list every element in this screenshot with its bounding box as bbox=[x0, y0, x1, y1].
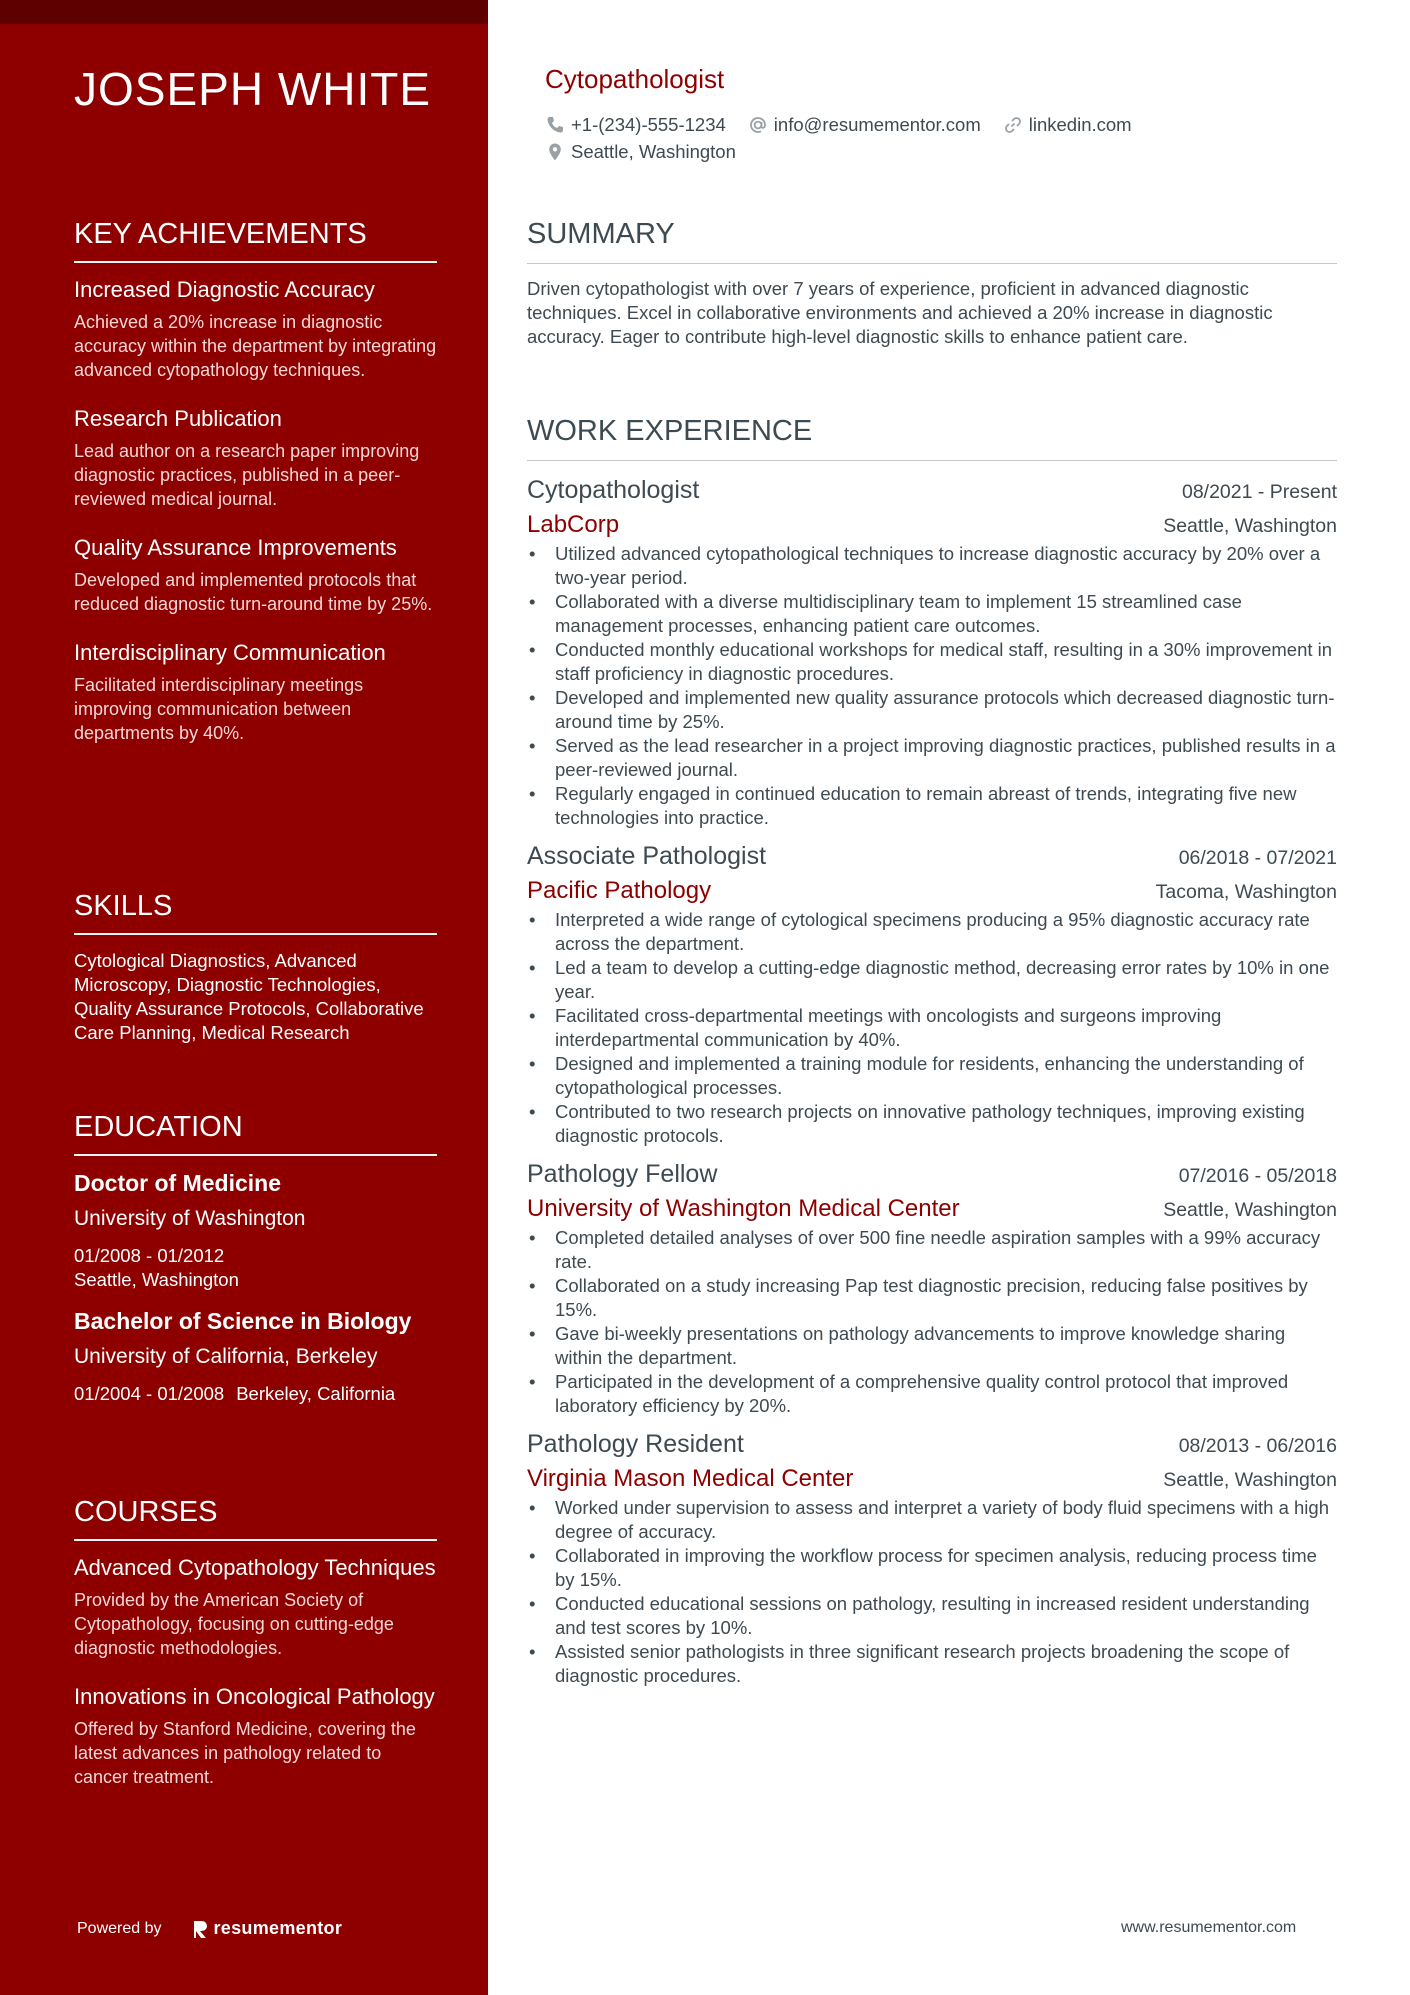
achievement-item bbox=[74, 638, 437, 745]
summary-section bbox=[527, 218, 1337, 349]
job-company: Pacific Pathology bbox=[527, 877, 712, 904]
education-degree: Bachelor of Science in Biology bbox=[74, 1308, 412, 1334]
job-bullet: • Participated in the development of a comprehensive quality control protocol that improved laboratory efficiency by 20%. bbox=[527, 1370, 1337, 1418]
brand-name: resumementor bbox=[213, 1918, 343, 1938]
job-bullet: • Completed detailed analyses of over 500 fine needle aspiration samples with a 99% accuracy rate. bbox=[527, 1226, 1337, 1274]
course-title: Advanced Cytopathology Techniques bbox=[74, 1555, 436, 1580]
achievement-title: Quality Assurance Improvements bbox=[74, 535, 397, 560]
education-degree: Doctor of Medicine bbox=[74, 1170, 282, 1196]
linkedin-text: linkedin.com bbox=[1028, 114, 1132, 135]
phone-icon bbox=[545, 115, 565, 135]
key-achievements-section bbox=[74, 218, 437, 767]
summary-heading: SUMMARY bbox=[527, 218, 1337, 264]
job-location: Tacoma, Washington bbox=[1155, 881, 1337, 903]
job-bullet: • Interpreted a wide range of cytological specimens producing a 95% diagnostic accuracy rate across the department. bbox=[527, 908, 1337, 956]
achievement-desc: Developed and implemented protocols that reduced diagnostic turn-around time by 25%. bbox=[74, 570, 433, 614]
work-experience-heading: WORK EXPERIENCE bbox=[527, 415, 1337, 461]
education-location: Berkeley, California bbox=[236, 1383, 396, 1404]
job-bullet: • Contributed to two research projects on innovative pathology techniques, improving existing diagnostic protocols. bbox=[527, 1100, 1337, 1148]
skills-section bbox=[74, 890, 437, 1045]
job-bullet: • Collaborated with a diverse multidisciplinary team to implement 15 streamlined case management processes, enhancing patient care outcomes. bbox=[527, 590, 1337, 638]
job-bullet: • Collaborated on a study increasing Pap test diagnostic precision, reducing false positives by 15%. bbox=[527, 1274, 1337, 1322]
education-school: University of Washington bbox=[74, 1207, 306, 1230]
brand-logo[interactable] bbox=[192, 1918, 343, 1939]
job-company-row bbox=[527, 1190, 1337, 1224]
at-sign-icon bbox=[748, 115, 768, 135]
courses-heading: COURSES bbox=[74, 1496, 437, 1541]
job-company-row bbox=[527, 506, 1337, 540]
job-bullet: • Developed and implemented new quality assurance protocols which decreased diagnostic turn-around time by 25%. bbox=[527, 686, 1337, 734]
job-bullet: • Gave bi-weekly presentations on pathology advancements to improve knowledge sharing within the department. bbox=[527, 1322, 1337, 1370]
job-role: Pathology Resident bbox=[527, 1430, 744, 1458]
powered-by-label: Powered by bbox=[77, 1919, 162, 1937]
resumementor-logo-icon bbox=[192, 1919, 208, 1939]
achievement-desc: Achieved a 20% increase in diagnostic accuracy within the department by integrating advanced cytopathology techniques. bbox=[74, 312, 437, 380]
footer-url[interactable]: www.resumementor.com bbox=[1121, 1919, 1297, 1936]
location-text: Seattle, Washington bbox=[571, 141, 736, 162]
achievement-item bbox=[74, 533, 437, 616]
skills-heading: SKILLS bbox=[74, 890, 437, 935]
job-location: Seattle, Washington bbox=[1163, 515, 1337, 537]
job-entry bbox=[527, 1428, 1337, 1688]
course-desc: Offered by Stanford Medicine, covering the latest advances in pathology related to cancer treatment. bbox=[74, 1719, 416, 1787]
course-item bbox=[74, 1682, 437, 1789]
education-section bbox=[74, 1111, 437, 1420]
job-header bbox=[527, 1158, 1337, 1190]
job-role: Pathology Fellow bbox=[527, 1160, 718, 1188]
sidebar-top-bar bbox=[0, 0, 488, 24]
achievement-title: Research Publication bbox=[74, 406, 282, 431]
link-icon bbox=[1003, 115, 1023, 135]
job-entry bbox=[527, 474, 1337, 830]
job-company-row bbox=[527, 1460, 1337, 1494]
job-bullets bbox=[527, 908, 1337, 1148]
job-bullets bbox=[527, 542, 1337, 830]
powered-by bbox=[77, 1918, 342, 1939]
contact-linkedin[interactable] bbox=[1003, 114, 1132, 136]
job-bullet: • Worked under supervision to assess and interpret a variety of body fluid specimens with a high degree of accuracy. bbox=[527, 1496, 1337, 1544]
education-item bbox=[74, 1306, 437, 1406]
location-pin-icon bbox=[545, 142, 565, 162]
candidate-name: JOSEPH WHITE bbox=[74, 63, 432, 115]
phone-text: +1-(234)-555-1234 bbox=[571, 114, 726, 135]
job-bullet: • Conducted educational sessions on pathology, resulting in increased resident understanding and test scores by 10%. bbox=[527, 1592, 1337, 1640]
job-company-row bbox=[527, 872, 1337, 906]
job-bullet: • Conducted monthly educational workshops for medical staff, resulting in a 30% improvement in staff proficiency in diagnostic procedures. bbox=[527, 638, 1337, 686]
job-bullet: • Facilitated cross-departmental meetings with oncologists and surgeons improving interdepartmental communication by 40%. bbox=[527, 1004, 1337, 1052]
education-item bbox=[74, 1168, 437, 1292]
achievement-title: Interdisciplinary Communication bbox=[74, 640, 386, 665]
job-bullets bbox=[527, 1226, 1337, 1418]
job-header bbox=[527, 840, 1337, 872]
job-bullet: • Designed and implemented a training module for residents, enhancing the understanding of cytopathological processes. bbox=[527, 1052, 1337, 1100]
key-achievements-heading: KEY ACHIEVEMENTS bbox=[74, 218, 437, 263]
email-text: info@resumementor.com bbox=[773, 114, 981, 135]
job-bullet: • Led a team to develop a cutting-edge diagnostic method, decreasing error rates by 10% in one year. bbox=[527, 956, 1337, 1004]
achievement-desc: Facilitated interdisciplinary meetings improving communication between departments by 40%. bbox=[74, 675, 364, 743]
job-bullet: • Regularly engaged in continued education to remain abreast of trends, integrating five new technologies into practice. bbox=[527, 782, 1337, 830]
achievement-item bbox=[74, 404, 437, 511]
job-company: University of Washington Medical Center bbox=[527, 1195, 960, 1222]
job-dates: 08/2013 - 06/2016 bbox=[1178, 1435, 1337, 1457]
job-bullet: • Served as the lead researcher in a project improving diagnostic practices, published results in a peer-reviewed journal. bbox=[527, 734, 1337, 782]
contact-location bbox=[545, 141, 736, 163]
job-dates: 06/2018 - 07/2021 bbox=[1178, 847, 1337, 869]
sidebar bbox=[0, 0, 488, 1995]
education-meta bbox=[74, 1382, 437, 1406]
job-dates: 08/2021 - Present bbox=[1181, 481, 1337, 503]
job-header bbox=[527, 474, 1337, 506]
job-role: Associate Pathologist bbox=[527, 842, 767, 870]
job-bullet: • Utilized advanced cytopathological techniques to increase diagnostic accuracy by 20% over a two-year period. bbox=[527, 542, 1337, 590]
job-location: Seattle, Washington bbox=[1163, 1469, 1337, 1491]
work-experience-section bbox=[527, 415, 1337, 1698]
job-bullet: • Collaborated in improving the workflow process for specimen analysis, reducing process time by 15%. bbox=[527, 1544, 1337, 1592]
job-company: LabCorp bbox=[527, 511, 620, 538]
job-location: Seattle, Washington bbox=[1163, 1199, 1337, 1221]
education-location: Seattle, Washington bbox=[74, 1269, 239, 1290]
course-desc: Provided by the American Society of Cytopathology, focusing on cutting-edge diagnostic methodologies. bbox=[74, 1590, 394, 1658]
education-school: University of California, Berkeley bbox=[74, 1345, 378, 1368]
contact-phone[interactable] bbox=[545, 114, 726, 136]
job-entry bbox=[527, 840, 1337, 1148]
course-title: Innovations in Oncological Pathology bbox=[74, 1684, 435, 1709]
education-heading: EDUCATION bbox=[74, 1111, 437, 1156]
contact-email[interactable] bbox=[748, 114, 981, 136]
job-entry bbox=[527, 1158, 1337, 1418]
contact-row-location bbox=[545, 141, 758, 163]
course-item bbox=[74, 1553, 437, 1660]
job-role: Cytopathologist bbox=[527, 476, 700, 504]
job-dates: 07/2016 - 05/2018 bbox=[1178, 1165, 1337, 1187]
skills-list: Cytological Diagnostics, Advanced Microscopy, Diagnostic Technologies, Quality Assurance Protocols, Collaborative Care Planning, Medical Research bbox=[74, 950, 424, 1043]
job-company: Virginia Mason Medical Center bbox=[527, 1465, 854, 1492]
job-bullet: • Assisted senior pathologists in three significant research projects broadening the scope of diagnostic procedures. bbox=[527, 1640, 1337, 1688]
summary-text: Driven cytopathologist with over 7 years of experience, proficient in advanced diagnostic techniques. Excel in collaborative environments and achieved a 20% increase in diagnostic accuracy. Eager to contribute high-level diagnostic skills to enhance patient care. bbox=[527, 278, 1273, 347]
achievement-item bbox=[74, 275, 437, 382]
courses-section bbox=[74, 1496, 437, 1811]
header-job-title: Cytopathologist bbox=[545, 64, 725, 94]
job-bullets bbox=[527, 1496, 1337, 1688]
education-dates: 01/2008 - 01/2012 bbox=[74, 1245, 225, 1266]
job-header bbox=[527, 1428, 1337, 1460]
education-dates: 01/2004 - 01/2008 bbox=[74, 1383, 225, 1404]
achievement-desc: Lead author on a research paper improving diagnostic practices, published in a peer-reviewed medical journal. bbox=[74, 441, 420, 509]
achievement-title: Increased Diagnostic Accuracy bbox=[74, 277, 375, 302]
contact-row bbox=[545, 114, 1154, 136]
